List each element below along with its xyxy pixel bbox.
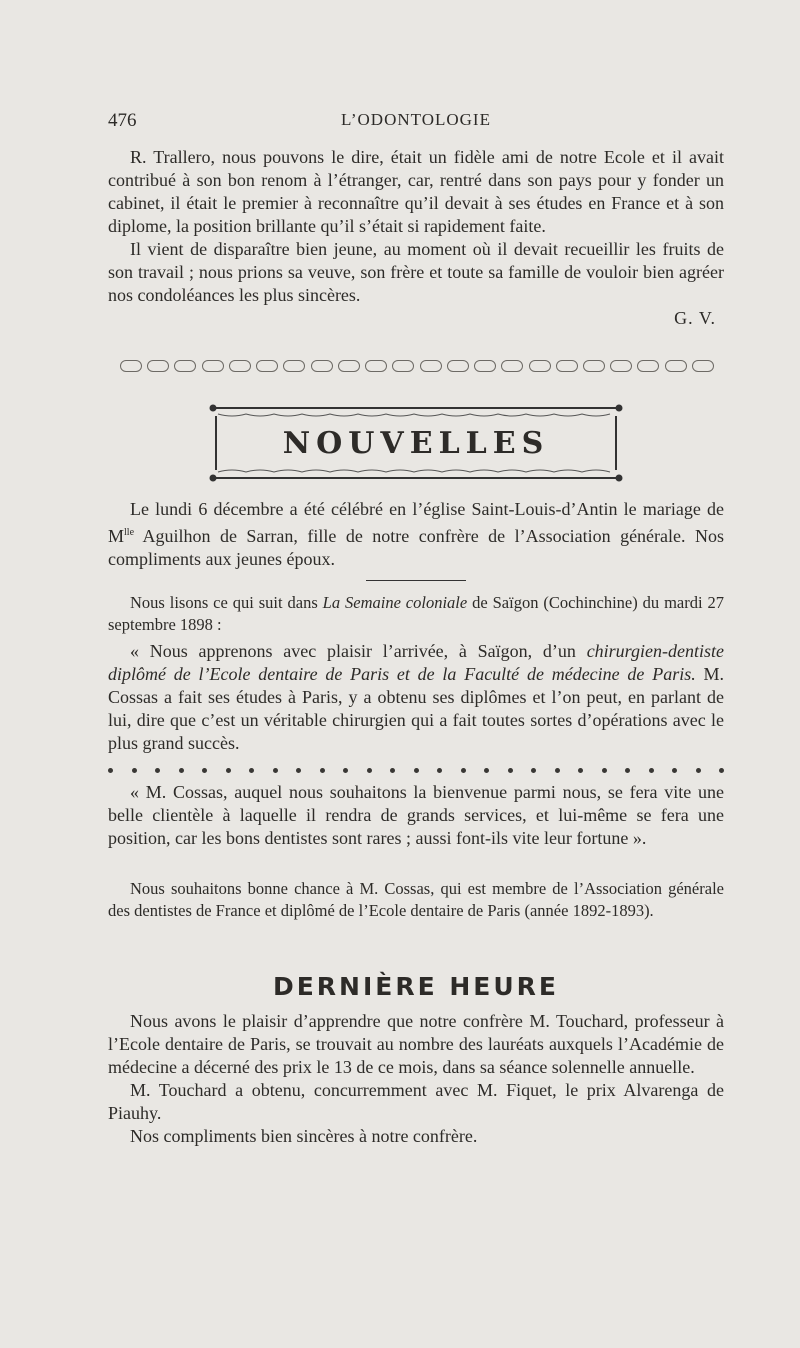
quote-paragraph-2: « M. Cossas, auquel nous souhaitons la bienvenue parmi nous, se fera vite une belle clientèle à laquelle il rendra de grands services, et lui-même se fera une position, car les bons dentistes sont rares ; aussi font-ils vite leur fortune ». xyxy=(108,782,724,848)
ellipsis-dot xyxy=(155,768,160,773)
ellipsis-dot xyxy=(719,768,724,773)
ellipsis-dot xyxy=(602,768,607,773)
ellipsis-dot xyxy=(437,768,442,773)
ellipsis-dot xyxy=(343,768,348,773)
ellipsis-dot xyxy=(461,768,466,773)
saigon-intro xyxy=(108,592,724,636)
separator-rule xyxy=(366,580,466,581)
ellipsis-dot xyxy=(202,768,207,773)
obituary-block xyxy=(108,146,724,330)
ellipsis-dot xyxy=(367,768,372,773)
ornament-link-icon xyxy=(556,360,578,372)
ornament-link-icon xyxy=(447,360,469,372)
section-title-frame xyxy=(208,402,624,484)
closing-paragraph: Nous souhaitons bonne chance à M. Cossas, qui est membre de l’Association générale des dentistes de France et diplômé de l’Ecole dentaire de Paris (année 1892-1893). xyxy=(108,879,724,920)
ornament-link-icon xyxy=(529,360,551,372)
ellipsis-dot xyxy=(578,768,583,773)
ornament-link-icon xyxy=(202,360,224,372)
page-number: 476 xyxy=(108,110,137,131)
ellipsis-dot xyxy=(531,768,536,773)
ornament-link-icon xyxy=(229,360,251,372)
saigon-closing xyxy=(108,878,724,922)
ornament-link-icon xyxy=(120,360,142,372)
ornament-link-icon xyxy=(610,360,632,372)
ellipsis-dot xyxy=(555,768,560,773)
ornament-link-icon xyxy=(147,360,169,372)
intro-text-start: Nous lisons ce qui suit dans xyxy=(130,593,323,612)
ornament-link-icon xyxy=(392,360,414,372)
quote-text-end: M. Cossas a fait ses études à Paris, y a obtenu ses diplômes et l’on peut, en parlant de lui, dire que c’est un véritable chirurgien qui a fait toutes sortes d’opérations avec le plus grand succès. xyxy=(108,664,724,753)
ellipsis-dot xyxy=(320,768,325,773)
ellipsis-dot xyxy=(132,768,137,773)
intro-text-end: de Saïgon (Cochinchine) du mardi 27 septembre 1898 : xyxy=(108,593,724,634)
mademoiselle-abbreviation: lle xyxy=(124,527,135,538)
running-title: L’ODONTOLOGIE xyxy=(341,110,491,129)
newspaper-title: La Semaine coloniale xyxy=(322,593,468,612)
ornament-link-icon xyxy=(501,360,523,372)
ornament-link-icon xyxy=(665,360,687,372)
ellipsis-dot xyxy=(625,768,630,773)
wedding-paragraph xyxy=(108,498,724,571)
ellipsis-dot xyxy=(672,768,677,773)
page-header xyxy=(108,110,724,138)
ornament-link-icon xyxy=(256,360,278,372)
ornament-link-icon xyxy=(474,360,496,372)
ornament-link-icon xyxy=(311,360,333,372)
late-news-paragraph-2: M. Touchard a obtenu, concurremment avec M. Fiquet, le prix Alvarenga de Piauhy. xyxy=(108,1080,724,1123)
late-news-block xyxy=(108,1010,724,1148)
ornamental-divider xyxy=(120,360,714,378)
ornament-link-icon xyxy=(420,360,442,372)
obituary-paragraph-1: R. Trallero, nous pouvons le dire, était un fidèle ami de notre Ecole et il avait contribué à son bon renom à l’étranger, car, rentré dans son pays pour y fonder un cabinet, il était le premier à reconnaître qu’il devait à ses études en France et à son diplome, la position brillante qu’il s’était si rapidement faite. xyxy=(108,147,724,236)
ellipsis-row xyxy=(108,768,724,778)
ornament-link-icon xyxy=(283,360,305,372)
quote-paragraph-1 xyxy=(108,640,724,755)
news-wedding xyxy=(108,498,724,571)
ellipsis-dot xyxy=(249,768,254,773)
ellipsis-dot xyxy=(696,768,701,773)
obituary-signature: G. V. xyxy=(674,308,716,328)
wedding-text-start: Le lundi 6 décembre a été célébré en l’église Saint-Louis-d’Antin le mariage de M xyxy=(108,499,724,546)
ornament-link-icon xyxy=(365,360,387,372)
section-title: NOUVELLES xyxy=(282,426,550,461)
ellipsis-dot xyxy=(108,768,113,773)
saigon-quote-2 xyxy=(108,781,724,850)
ellipsis-dot xyxy=(179,768,184,773)
ellipsis-dot xyxy=(273,768,278,773)
ornament-link-icon xyxy=(692,360,714,372)
late-news-heading: DERNIÈRE HEURE xyxy=(272,972,560,1001)
ellipsis-dot xyxy=(296,768,301,773)
ellipsis-dot xyxy=(226,768,231,773)
quote-italic-title: chirurgien-dentiste diplômé de l’Ecole dentaire de Paris et de la Faculté de médecine de Paris. xyxy=(108,641,724,684)
ellipsis-dot xyxy=(414,768,419,773)
ornament-link-icon xyxy=(174,360,196,372)
wedding-text-end: Aguilhon de Sarran, fille de notre confrère de l’Association générale. Nos compliments aux jeunes époux. xyxy=(108,526,724,569)
saigon-quote xyxy=(108,640,724,755)
ellipsis-dot xyxy=(390,768,395,773)
late-news-paragraph-1: Nous avons le plaisir d’apprendre que notre confrère M. Touchard, professeur à l’Ecole dentaire de Paris, se trouvait au nombre des lauréats auxquels l’Académie de médecine a décerné des prix le 13 de ce mois, dans sa séance solennelle annuelle. xyxy=(108,1011,724,1077)
ornament-link-icon xyxy=(583,360,605,372)
ellipsis-dot xyxy=(484,768,489,773)
ellipsis-dot xyxy=(508,768,513,773)
quote-text-start: « Nous apprenons avec plaisir l’arrivée, à Saïgon, d’un xyxy=(130,641,587,661)
late-news-paragraph-3: Nos compliments bien sincères à notre confrère. xyxy=(130,1126,478,1146)
ornament-link-icon xyxy=(338,360,360,372)
ornament-link-icon xyxy=(637,360,659,372)
obituary-paragraph-2: Il vient de disparaître bien jeune, au moment où il devait recueillir les fruits de son travail ; nous prions sa veuve, son frère et toute sa famille de vouloir bien agréer nos condoléances les plus sincères. xyxy=(108,239,724,305)
news-saigon xyxy=(108,592,724,636)
ellipsis-dot xyxy=(649,768,654,773)
